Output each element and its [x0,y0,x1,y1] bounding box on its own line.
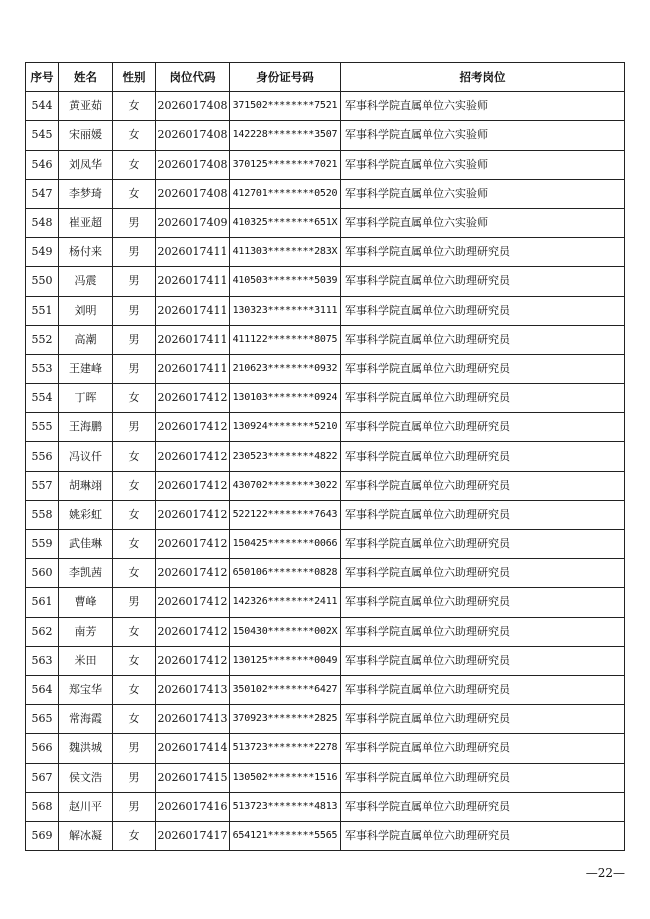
cell-name: 高潮 [59,325,113,354]
cell-id-number: 130125********0049 [230,646,341,675]
cell-position: 军事科学院直属单位六助理研究员 [341,675,625,704]
cell-name: 赵川平 [59,792,113,821]
cell-post-code: 2026017417 [156,821,230,850]
header-gender: 性别 [113,63,156,92]
cell-post-code: 2026017412 [156,530,230,559]
table-row [26,675,625,704]
cell-name: 米田 [59,646,113,675]
table-header-row [26,63,625,92]
table-row [26,267,625,296]
cell-seq: 556 [26,442,59,471]
table-row [26,150,625,179]
header-position: 招考岗位 [341,63,625,92]
cell-position: 军事科学院直属单位六助理研究员 [341,734,625,763]
cell-seq: 554 [26,384,59,413]
cell-seq: 555 [26,413,59,442]
cell-post-code: 2026017412 [156,559,230,588]
cell-position: 军事科学院直属单位六助理研究员 [341,325,625,354]
cell-position: 军事科学院直属单位六助理研究员 [341,530,625,559]
cell-name: 曹峰 [59,588,113,617]
cell-position: 军事科学院直属单位六助理研究员 [341,763,625,792]
cell-gender: 女 [113,442,156,471]
cell-gender: 女 [113,821,156,850]
cell-gender: 女 [113,179,156,208]
table-row [26,821,625,850]
header-id-number: 身份证号码 [230,63,341,92]
cell-position: 军事科学院直属单位六助理研究员 [341,413,625,442]
cell-gender: 男 [113,354,156,383]
cell-seq: 551 [26,296,59,325]
table-row [26,734,625,763]
cell-id-number: 230523********4822 [230,442,341,471]
cell-name: 姚彩虹 [59,500,113,529]
cell-id-number: 130502********1516 [230,763,341,792]
cell-name: 常海霞 [59,705,113,734]
cell-post-code: 2026017411 [156,325,230,354]
cell-seq: 547 [26,179,59,208]
cell-position: 军事科学院直属单位六助理研究员 [341,588,625,617]
cell-position: 军事科学院直属单位六助理研究员 [341,471,625,500]
cell-id-number: 522122********7643 [230,500,341,529]
cell-name: 南芳 [59,617,113,646]
cell-name: 李凯茜 [59,559,113,588]
table-row [26,92,625,121]
cell-position: 军事科学院直属单位六助理研究员 [341,442,625,471]
cell-post-code: 2026017412 [156,617,230,646]
cell-id-number: 130924********5210 [230,413,341,442]
cell-position: 军事科学院直属单位六助理研究员 [341,267,625,296]
cell-post-code: 2026017412 [156,588,230,617]
cell-post-code: 2026017411 [156,354,230,383]
cell-seq: 545 [26,121,59,150]
table-row [26,792,625,821]
cell-seq: 567 [26,763,59,792]
cell-name: 胡琳翊 [59,471,113,500]
cell-post-code: 2026017408 [156,179,230,208]
cell-id-number: 371502********7521 [230,92,341,121]
cell-position: 军事科学院直属单位六助理研究员 [341,296,625,325]
table-row [26,413,625,442]
cell-post-code: 2026017412 [156,442,230,471]
cell-post-code: 2026017412 [156,413,230,442]
cell-name: 王建峰 [59,354,113,383]
cell-position: 军事科学院直属单位六助理研究员 [341,384,625,413]
cell-gender: 女 [113,92,156,121]
cell-post-code: 2026017413 [156,675,230,704]
cell-id-number: 370125********7021 [230,150,341,179]
cell-seq: 548 [26,208,59,237]
cell-gender: 女 [113,705,156,734]
cell-seq: 544 [26,92,59,121]
cell-id-number: 130103********0924 [230,384,341,413]
cell-seq: 564 [26,675,59,704]
cell-gender: 女 [113,559,156,588]
table-row [26,121,625,150]
cell-post-code: 2026017414 [156,734,230,763]
cell-post-code: 2026017412 [156,384,230,413]
table-row [26,325,625,354]
cell-gender: 男 [113,734,156,763]
table-row [26,208,625,237]
cell-seq: 562 [26,617,59,646]
cell-post-code: 2026017412 [156,500,230,529]
cell-name: 魏洪城 [59,734,113,763]
cell-id-number: 513723********4813 [230,792,341,821]
table-row [26,179,625,208]
cell-position: 军事科学院直属单位六助理研究员 [341,617,625,646]
table-row [26,471,625,500]
cell-name: 丁晖 [59,384,113,413]
cell-gender: 女 [113,500,156,529]
cell-id-number: 513723********2278 [230,734,341,763]
cell-position: 军事科学院直属单位六实验师 [341,121,625,150]
cell-id-number: 150425********0066 [230,530,341,559]
cell-gender: 男 [113,792,156,821]
cell-seq: 561 [26,588,59,617]
header-seq: 序号 [26,63,59,92]
cell-name: 王海鹏 [59,413,113,442]
cell-gender: 女 [113,471,156,500]
cell-seq: 558 [26,500,59,529]
cell-id-number: 412701********0520 [230,179,341,208]
cell-post-code: 2026017413 [156,705,230,734]
page-number: —22— [585,866,625,880]
cell-name: 宋丽媛 [59,121,113,150]
cell-seq: 563 [26,646,59,675]
table-row [26,705,625,734]
cell-position: 军事科学院直属单位六助理研究员 [341,238,625,267]
cell-post-code: 2026017411 [156,296,230,325]
cell-gender: 女 [113,530,156,559]
cell-seq: 550 [26,267,59,296]
table-row [26,442,625,471]
cell-seq: 549 [26,238,59,267]
cell-id-number: 210623********0932 [230,354,341,383]
cell-seq: 566 [26,734,59,763]
roster-table [25,62,625,851]
table-row [26,500,625,529]
cell-id-number: 411122********8075 [230,325,341,354]
cell-seq: 569 [26,821,59,850]
cell-name: 侯文浩 [59,763,113,792]
cell-position: 军事科学院直属单位六实验师 [341,92,625,121]
cell-id-number: 654121********5565 [230,821,341,850]
cell-id-number: 350102********6427 [230,675,341,704]
cell-post-code: 2026017409 [156,208,230,237]
cell-seq: 552 [26,325,59,354]
cell-gender: 男 [113,413,156,442]
cell-seq: 560 [26,559,59,588]
cell-id-number: 650106********0828 [230,559,341,588]
cell-id-number: 430702********3022 [230,471,341,500]
cell-name: 解冰凝 [59,821,113,850]
table-row [26,559,625,588]
cell-id-number: 410325********651X [230,208,341,237]
cell-gender: 男 [113,588,156,617]
table-row [26,354,625,383]
cell-gender: 女 [113,675,156,704]
cell-id-number: 410503********5039 [230,267,341,296]
cell-gender: 女 [113,121,156,150]
cell-seq: 568 [26,792,59,821]
cell-position: 军事科学院直属单位六助理研究员 [341,705,625,734]
header-name: 姓名 [59,63,113,92]
cell-position: 军事科学院直属单位六助理研究员 [341,559,625,588]
cell-name: 崔亚超 [59,208,113,237]
cell-name: 冯议仟 [59,442,113,471]
cell-position: 军事科学院直属单位六助理研究员 [341,821,625,850]
cell-post-code: 2026017408 [156,92,230,121]
cell-gender: 男 [113,325,156,354]
cell-gender: 女 [113,646,156,675]
cell-name: 李梦琦 [59,179,113,208]
cell-name: 刘明 [59,296,113,325]
cell-name: 黄亚茹 [59,92,113,121]
cell-gender: 男 [113,238,156,267]
cell-gender: 男 [113,296,156,325]
cell-gender: 男 [113,267,156,296]
cell-post-code: 2026017408 [156,150,230,179]
cell-position: 军事科学院直属单位六助理研究员 [341,354,625,383]
cell-name: 郑宝华 [59,675,113,704]
cell-id-number: 411303********283X [230,238,341,267]
cell-position: 军事科学院直属单位六助理研究员 [341,792,625,821]
cell-gender: 男 [113,208,156,237]
cell-gender: 女 [113,150,156,179]
cell-post-code: 2026017408 [156,121,230,150]
cell-id-number: 130323********3111 [230,296,341,325]
cell-position: 军事科学院直属单位六实验师 [341,179,625,208]
cell-position: 军事科学院直属单位六实验师 [341,208,625,237]
cell-name: 武佳琳 [59,530,113,559]
cell-post-code: 2026017416 [156,792,230,821]
cell-post-code: 2026017412 [156,471,230,500]
cell-seq: 565 [26,705,59,734]
cell-seq: 559 [26,530,59,559]
table-row [26,384,625,413]
cell-seq: 553 [26,354,59,383]
cell-name: 冯震 [59,267,113,296]
cell-gender: 女 [113,617,156,646]
table-row [26,296,625,325]
table-row [26,238,625,267]
cell-post-code: 2026017415 [156,763,230,792]
cell-post-code: 2026017411 [156,267,230,296]
cell-id-number: 142228********3507 [230,121,341,150]
cell-seq: 546 [26,150,59,179]
table-row [26,588,625,617]
cell-post-code: 2026017412 [156,646,230,675]
table-body [26,92,625,851]
table-row [26,763,625,792]
cell-position: 军事科学院直属单位六助理研究员 [341,500,625,529]
table-row [26,617,625,646]
header-post-code: 岗位代码 [156,63,230,92]
cell-position: 军事科学院直属单位六实验师 [341,150,625,179]
cell-gender: 男 [113,763,156,792]
table-row [26,530,625,559]
cell-position: 军事科学院直属单位六助理研究员 [341,646,625,675]
cell-gender: 女 [113,384,156,413]
cell-id-number: 150430********002X [230,617,341,646]
cell-name: 刘凤华 [59,150,113,179]
cell-seq: 557 [26,471,59,500]
cell-id-number: 370923********2825 [230,705,341,734]
cell-id-number: 142326********2411 [230,588,341,617]
cell-name: 杨付来 [59,238,113,267]
cell-post-code: 2026017411 [156,238,230,267]
table-row [26,646,625,675]
